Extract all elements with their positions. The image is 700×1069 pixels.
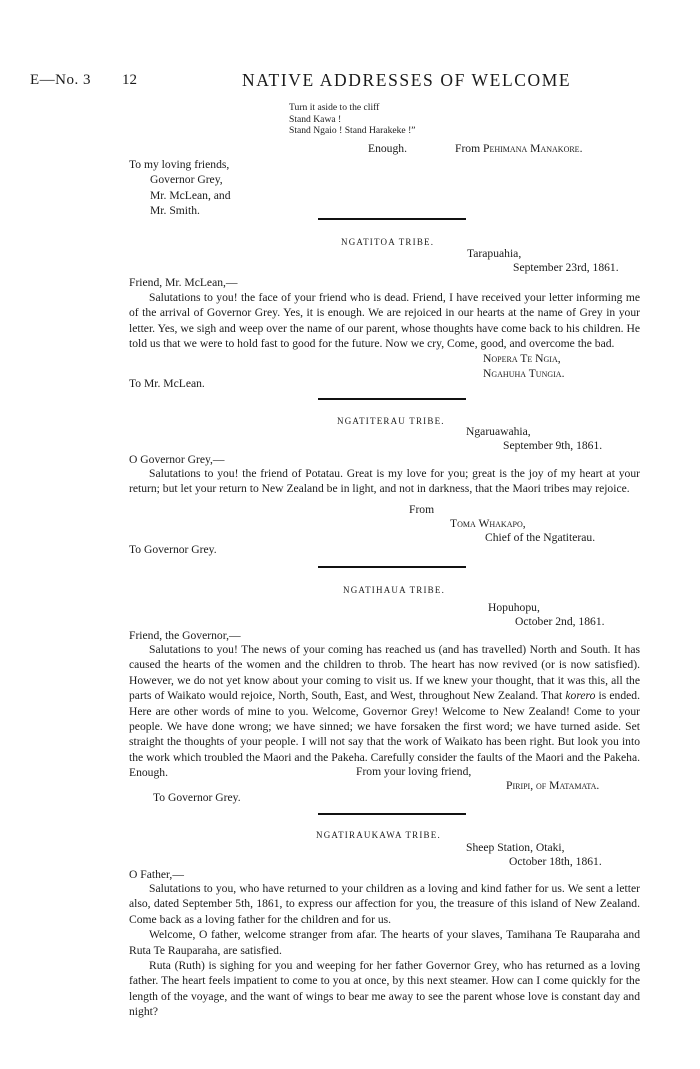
poem-stanza bbox=[289, 102, 416, 137]
letter-salutation: Friend, Mr. McLean,— bbox=[129, 276, 238, 289]
poem-line: Stand Kawa ! bbox=[289, 113, 342, 125]
tribe-heading: NGATIRAUKAWA TRIBE. bbox=[316, 830, 441, 840]
paragraph-text: is ended. Here are other words of mine to you. Welcome, Governor Grey! Welcome to New Zealand! Come to your people. We have done wrong; we have sinned; we have forsaken the first word; we have turned aside. Set straight the thoughts of your people. I will not say that the work of Waikato has been right. But look you into the work which troubled the Maori and the Pakeha. Carefully consider the faults of the Maori and the Pakeha. Enough. bbox=[129, 689, 640, 780]
tribe-heading: NGATIHAUA TRIBE. bbox=[343, 585, 446, 595]
letter-paragraph: Salutations to you! the friend of Potatau. Great is my love for you; great is the joy of my heart at your return; but let your return to New Zealand be in light, and not in darkness, that the Maori tribes may rejoice. bbox=[129, 467, 640, 496]
letter-body bbox=[129, 290, 640, 352]
letter-body bbox=[129, 466, 640, 497]
tribe-heading: NGATITERAU TRIBE. bbox=[337, 416, 445, 426]
poem-line: Stand Ngaio ! Stand Harakeke !” bbox=[289, 125, 416, 136]
closing-line: From your loving friend, bbox=[356, 765, 472, 778]
signature-line bbox=[455, 141, 582, 156]
letter-addressee: To Governor Grey. bbox=[129, 543, 217, 556]
from-label: From bbox=[409, 503, 435, 516]
poem-line: Turn it aside to the cliff bbox=[289, 102, 380, 113]
signer-name: Ngahuha Tungia. bbox=[483, 367, 565, 380]
addressee-line: Mr. Smith. bbox=[150, 204, 200, 218]
letter-addressee: To Mr. McLean. bbox=[129, 377, 205, 390]
tribe-heading: NGATITOA TRIBE. bbox=[341, 237, 435, 247]
letter-body bbox=[129, 642, 640, 781]
letter-salutation: O Governor Grey,— bbox=[129, 453, 225, 466]
letter-paragraph bbox=[129, 642, 640, 781]
section-divider bbox=[318, 813, 466, 815]
letter-place: Sheep Station, Otaki, bbox=[466, 841, 565, 854]
signer-title: Chief of the Ngatiterau. bbox=[485, 531, 596, 544]
letter-place: Hopuhopu, bbox=[488, 601, 540, 614]
letter-addressee: To Governor Grey. bbox=[153, 791, 241, 804]
letter-paragraph: Salutations to you! the face of your friend who is dead. Friend, I have received your letter informing me of the arrival of Governor Grey. Yes, it is enough. We are rejoiced in our hearts at the name of Grey in your letter. Yes, we sigh and weep over the name of our parent, whose thoughts have come back to his children. He told us that we were to hold fast to good for the future. Now we cry, Come, good, and overcome the bad. bbox=[129, 291, 640, 351]
addressee-block bbox=[129, 157, 231, 219]
letter-date: October 18th, 1861. bbox=[509, 855, 602, 868]
signer-name: Pehimana Manakore. bbox=[483, 142, 583, 155]
document-reference: E—No. 3 bbox=[30, 72, 91, 88]
addressee-line: To my loving friends, bbox=[129, 158, 230, 171]
closing-enough: Enough. bbox=[368, 142, 407, 155]
section-divider bbox=[318, 566, 466, 568]
letter-place: Tarapuahia, bbox=[467, 247, 522, 260]
letter-paragraph: Salutations to you, who have returned to your children as a loving and kind father for us. We sent a letter also, dated September 5th, 1861, to express our affection for you, the treasure of this island of New Zealand. Come back as a loving father for the children and for us. bbox=[129, 882, 640, 926]
page-title: NATIVE ADDRESSES OF WELCOME bbox=[242, 70, 572, 90]
signer-name: Toma Whakapo, bbox=[450, 517, 526, 530]
italic-word: korero bbox=[565, 689, 596, 703]
letter-salutation: O Father,— bbox=[129, 868, 184, 881]
letter-date: October 2nd, 1861. bbox=[515, 615, 605, 628]
letter-salutation: Friend, the Governor,— bbox=[129, 629, 241, 642]
signer-name: Piripi, of Matamata. bbox=[506, 779, 600, 792]
letter-paragraph: Welcome, O father, welcome stranger from afar. The hearts of your slaves, Tamihana Te Rauparaha and Ruta Te Rauparaha, are satisfied. bbox=[129, 928, 640, 957]
addressee-line: Mr. McLean, and bbox=[150, 188, 231, 202]
letter-date: September 23rd, 1861. bbox=[513, 261, 619, 274]
paragraph-text: Salutations to you! The news of your coming has reached us (and has travelled) North and South. It has caused the hearts of the women and the children to throb. The heart has now revived (or is now satisfied). However, we do not yet know about your coming to visit us. If we knew your thought, that it was this, all the parts of Waikato would rejoice, North, South, East, and West, throughout New Zealand. That bbox=[129, 643, 640, 703]
letter-body bbox=[129, 881, 640, 1020]
addressee-line: Governor Grey, bbox=[150, 173, 223, 187]
letter-paragraph: Ruta (Ruth) is sighing for you and weeping for her father Governor Grey, who has returned as a loving father. The heart feels impatient to come to you at once, by this next steamer. How can I come quickly for the length of the voyage, and the want of wings to bear me away to see the parent whose love is constant day and night? bbox=[129, 959, 640, 1019]
page-number: 12 bbox=[122, 72, 137, 88]
from-label: From bbox=[455, 142, 481, 155]
section-divider bbox=[318, 218, 466, 220]
signer-name: Nopera Te Ngia, bbox=[483, 352, 561, 365]
section-divider bbox=[318, 398, 466, 400]
letter-place: Ngaruawahia, bbox=[466, 425, 531, 438]
letter-date: September 9th, 1861. bbox=[503, 439, 603, 452]
